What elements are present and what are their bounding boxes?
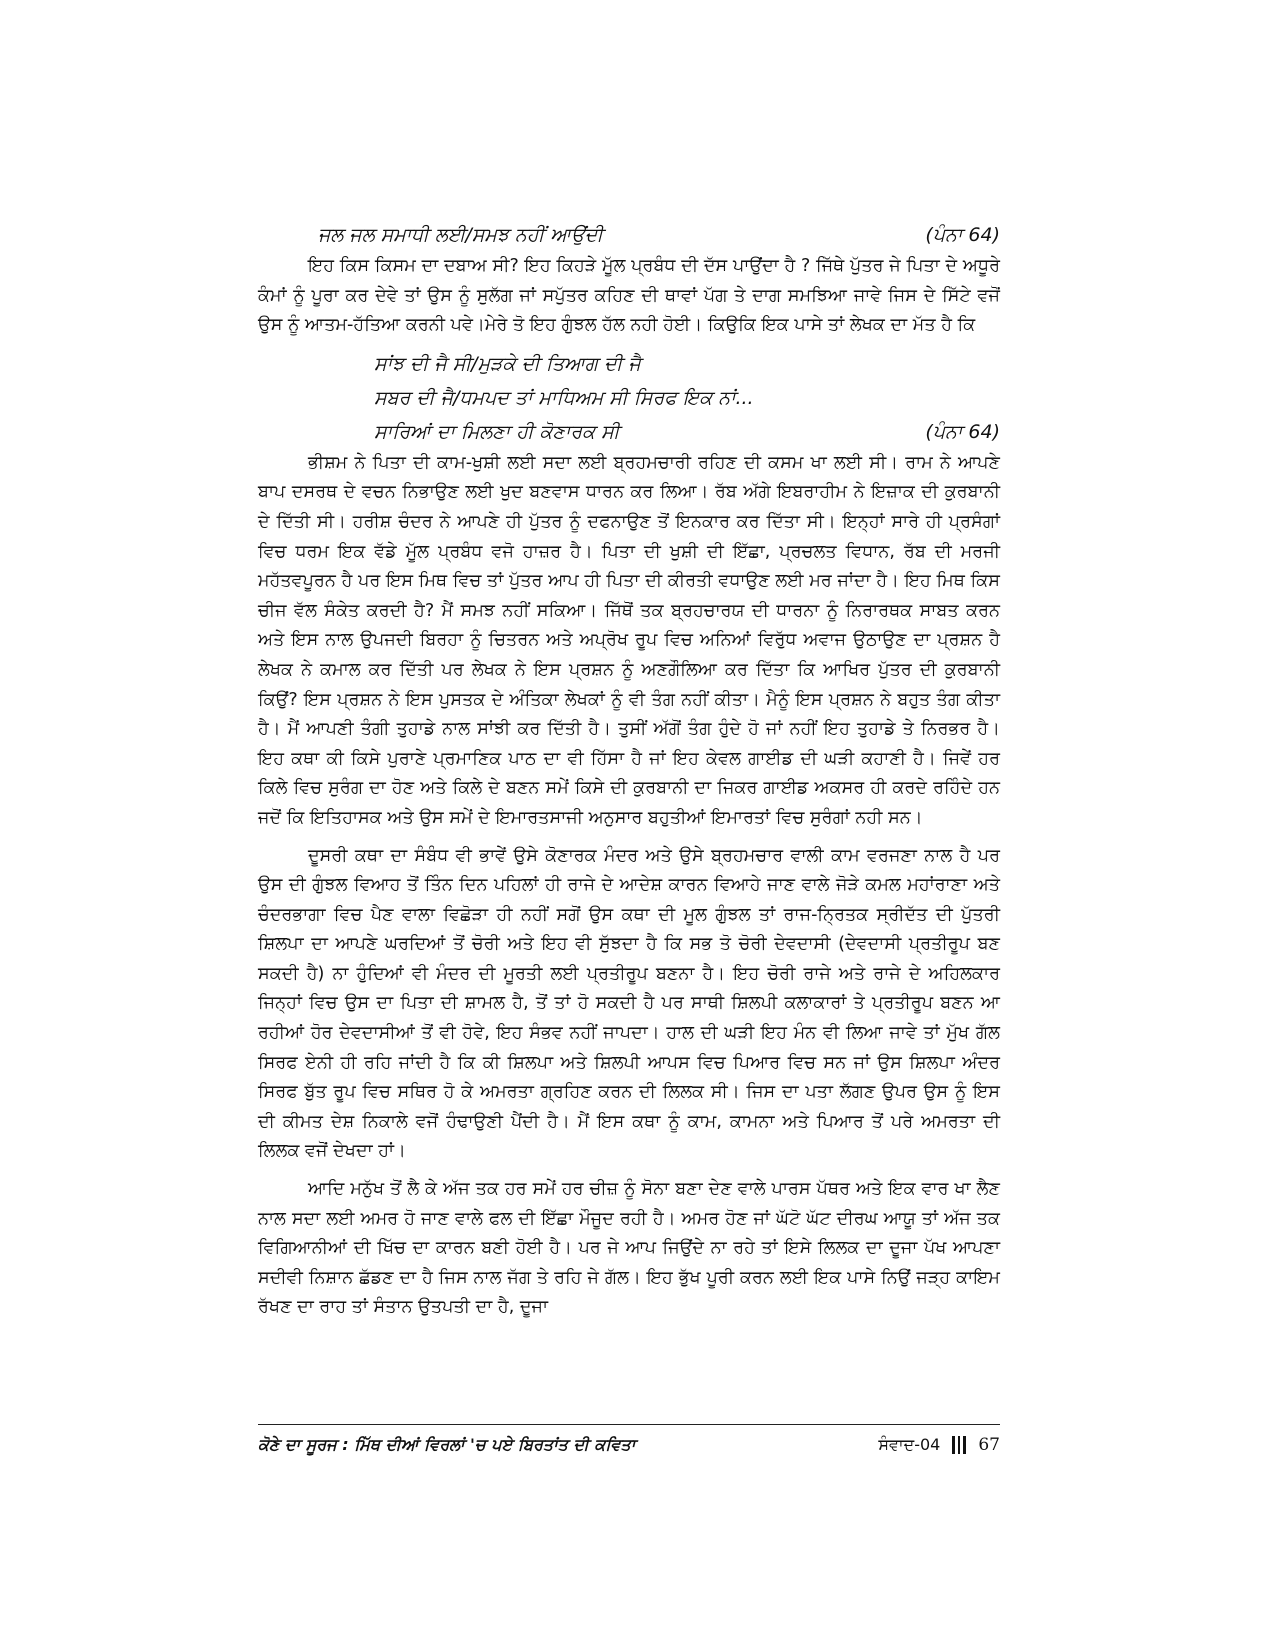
paragraph-1: ਇਹ ਕਿਸ ਕਿਸਮ ਦਾ ਦਬਾਅ ਸੀ? ਇਹ ਕਿਹੜੇ ਮੂੱਲ ਪ੍ਰਬੰਧ ਦੀ ਦੱਸ ਪਾਉਂਦਾ ਹੈ ? ਜਿੱਥੇ ਪੁੱਤਰ ਜੇ ਪਿਤਾ ਦੇ ਅਧੂਰੇ ਕੰਮਾਂ ਨੂੰ ਪੂਰਾ ਕਰ ਦੇਵੇ ਤਾਂ ਉਸ ਨੂੰ ਸੁਲੱਗ ਜਾਂ ਸਪੁੱਤਰ ਕਹਿਣ ਦੀ ਥਾਵਾਂ ਪੱਗ ਤੇ ਦਾਗ ਸਮਝਿਆ ਜਾਵੇ ਜਿਸ ਦੇ ਸਿੱਟੇ ਵਜੋਂ ਉਸ ਨੂੰ ਆਤਮ-ਹੱਤਿਆ ਕਰਨੀ ਪਵੇ।ਮੇਰੇ ਤੋ ਇਹ ਗੁੰਝਲ ਹੱਲ ਨਹੀ ਹੋਈ। ਕਿਉਕਿ ਇਕ ਪਾਸੇ ਤਾਂ ਲੇਖਕ ਦਾ ਮੱਤ ਹੈ ਕਿ <box>258 256 1000 336</box>
page-number: 67 <box>978 1435 1000 1455</box>
quoted-verse <box>258 347 1000 449</box>
journal-name: ਸੰਵਾਦ-04 <box>878 1435 941 1454</box>
article-body <box>258 218 1000 1323</box>
verse-heading <box>258 218 1000 252</box>
footer-article-title: ਕੋਣੇ ਦਾ ਸੂਰਜ : ਮਿੱਥ ਦੀਆਂ ਵਿਰਲਾਂ 'ਚ ਪਏ ਬਿਰਤਾਂਤ ਦੀ ਕਵਿਤਾ <box>258 1435 636 1454</box>
verse-line: ਜਲ ਜਲ ਸਮਾਧੀ ਲਈ/ਸਮਝ ਨਹੀਂ ਆਉਂਦੀ <box>318 224 603 246</box>
quote-line-3: ਸਾਰਿਆਂ ਦਾ ਮਿਲਣਾ ਹੀ ਕੋਣਾਰਕ ਸੀ <box>374 420 620 443</box>
quote-line-2: ਸਬਰ ਦੀ ਜੈ/ਧਮਪਦ ਤਾਂ ਮਾਧਿਅਮ ਸੀ ਸਿਰਫ ਇਕ ਨਾਂ... <box>374 386 754 409</box>
paragraph-2: ਭੀਸ਼ਮ ਨੇ ਪਿਤਾ ਦੀ ਕਾਮ-ਖੁਸ਼ੀ ਲਈ ਸਦਾ ਲਈ ਬ੍ਰਹਮਚਾਰੀ ਰਹਿਣ ਦੀ ਕਸਮ ਖਾ ਲਈ ਸੀ। ਰਾਮ ਨੇ ਆਪਣੇ ਬਾਪ ਦਸਰਥ ਦੇ ਵਚਨ ਨਿਭਾਉਣ ਲਈ ਖੁਦ ਬਣਵਾਸ ਧਾਰਨ ਕਰ ਲਿਆ। ਰੱਬ ਅੱਗੇ ਇਬਰਾਹੀਮ ਨੇ ਇਜ਼ਾਕ ਦੀ ਕੁਰਬਾਨੀ ਦੇ ਦਿੱਤੀ ਸੀ। ਹਰੀਸ਼ ਚੰਦਰ ਨੇ ਆਪਣੇ ਹੀ ਪੁੱਤਰ ਨੂੰ ਦਫਨਾਉਣ ਤੋਂ ਇਨਕਾਰ ਕਰ ਦਿੱਤਾ ਸੀ। ਇਨ੍ਹਾਂ ਸਾਰੇ ਹੀ ਪ੍ਰਸੰਗਾਂ ਵਿਚ ਧਰਮ ਇਕ ਵੱਡੇ ਮੂੱਲ ਪ੍ਰਬੰਧ ਵਜੋ ਹਾਜ਼ਰ ਹੈ। ਪਿਤਾ ਦੀ ਖੁਸ਼ੀ ਦੀ ਇੱਛਾ, ਪ੍ਰਚਲਤ ਵਿਧਾਨ, ਰੱਬ ਦੀ ਮਰਜੀ ਮਹੱਤਵਪੂਰਨ ਹੈ ਪਰ ਇਸ ਮਿਥ ਵਿਚ ਤਾਂ ਪੁੱਤਰ ਆਪ ਹੀ ਪਿਤਾ ਦੀ ਕੀਰਤੀ ਵਧਾਉਣ ਲਈ ਮਰ ਜਾਂਦਾ ਹੈ। ਇਹ ਮਿਥ ਕਿਸ ਚੀਜ ਵੱਲ ਸੰਕੇਤ ਕਰਦੀ ਹੈ? ਮੈਂ ਸਮਝ ਨਹੀਂ ਸਕਿਆ। ਜਿੱਥੋਂ ਤਕ ਬ੍ਰਹਚਾਰਯ ਦੀ ਧਾਰਨਾ ਨੂੰ ਨਿਰਾਰਥਕ ਸਾਬਤ ਕਰਨ ਅਤੇ ਇਸ ਨਾਲ ਉਪਜਦੀ ਬਿਰਹਾ ਨੂੰ ਚਿਤਰਨ ਅਤੇ ਅਪ੍ਰੋਖ ਰੂਪ ਵਿਚ ਅਨਿਆਂ ਵਿਰੁੱਧ ਅਵਾਜ ਉਠਾਉਣ ਦਾ ਪ੍ਰਸ਼ਨ ਹੈ ਲੇਖਕ ਨੇ ਕਮਾਲ ਕਰ ਦਿੱਤੀ ਪਰ ਲੇਖਕ ਨੇ ਇਸ ਪ੍ਰਸ਼ਨ ਨੂੰ ਅਣਗੌਲਿਆ ਕਰ ਦਿੱਤਾ ਕਿ ਆਖਿਰ ਪੁੱਤਰ ਦੀ ਕੁਰਬਾਨੀ ਕਿਉਂ? ਇਸ ਪ੍ਰਸ਼ਨ ਨੇ ਇਸ ਪੁਸਤਕ ਦੇ ਅੰਤਿਕਾ ਲੇਖਕਾਂ ਨੂੰ ਵੀ ਤੰਗ ਨਹੀਂ ਕੀਤਾ। ਮੈਨੂੰ ਇਸ ਪ੍ਰਸ਼ਨ ਨੇ ਬਹੁਤ ਤੰਗ ਕੀਤਾ ਹੈ। ਮੈਂ ਆਪਣੀ ਤੰਗੀ ਤੁਹਾਡੇ ਨਾਲ ਸਾਂਝੀ ਕਰ ਦਿੱਤੀ ਹੈ। ਤੁਸੀਂ ਅੱਗੋਂ ਤੰਗ ਹੁੰਦੇ ਹੋ ਜਾਂ ਨਹੀਂ ਇਹ ਤੁਹਾਡੇ ਤੇ ਨਿਰਭਰ ਹੈ। ਇਹ ਕਥਾ ਕੀ ਕਿਸੇ ਪੁਰਾਣੇ ਪ੍ਰਮਾਣਿਕ ਪਾਠ ਦਾ ਵੀ ਹਿੱਸਾ ਹੈ ਜਾਂ ਇਹ ਕੇਵਲ ਗਾਈਡ ਦੀ ਘੜੀ ਕਹਾਣੀ ਹੈ। ਜਿਵੇਂ ਹਰ ਕਿਲੇ ਵਿਚ ਸੁਰੰਗ ਦਾ ਹੋਣ ਅਤੇ ਕਿਲੇ ਦੇ ਬਣਨ ਸਮੇਂ ਕਿਸੇ ਦੀ ਕੁਰਬਾਨੀ ਦਾ ਜਿਕਰ ਗਾਈਡ ਅਕਸਰ ਹੀ ਕਰਦੇ ਰਹਿੰਦੇ ਹਨ ਜਦੋਂ ਕਿ ਇਤਿਹਾਸਕ ਅਤੇ ਉਸ ਸਮੇਂ ਦੇ ਇਮਾਰਤਸਾਜੀ ਅਨੁਸਾਰ ਬਹੁਤੀਆਂ ਇਮਾਰਤਾਂ ਵਿਚ ਸੁਰੰਗਾਂ ਨਹੀ ਸਨ। <box>258 452 1000 828</box>
paragraph-3: ਦੂਸਰੀ ਕਥਾ ਦਾ ਸੰਬੰਧ ਵੀ ਭਾਵੇਂ ਉਸੇ ਕੋਣਾਰਕ ਮੰਦਰ ਅਤੇ ਉਸੇ ਬ੍ਰਹਮਚਾਰ ਵਾਲੀ ਕਾਮ ਵਰਜਣਾ ਨਾਲ ਹੈ ਪਰ ਉਸ ਦੀ ਗੁੰਝਲ ਵਿਆਹ ਤੋਂ ਤਿੰਨ ਦਿਨ ਪਹਿਲਾਂ ਹੀ ਰਾਜੇ ਦੇ ਆਦੇਸ਼ ਕਾਰਨ ਵਿਆਹੇ ਜਾਣ ਵਾਲੇ ਜੋੜੇ ਕਮਲ ਮਹਾਂਰਾਣਾ ਅਤੇ ਚੰਦਰਭਾਗਾ ਵਿਚ ਪੈਣ ਵਾਲਾ ਵਿਛੋੜਾ ਹੀ ਨਹੀਂ ਸਗੋਂ ਉਸ ਕਥਾ ਦੀ ਮੂਲ ਗੁੰਝਲ ਤਾਂ ਰਾਜ-ਨ੍ਰਿਤਕ ਸ੍ਰੀਦੱਤ ਦੀ ਪੁੱਤਰੀ ਸ਼ਿਲਪਾ ਦਾ ਆਪਣੇ ਘਰਦਿਆਂ ਤੋਂ ਚੋਰੀ ਅਤੇ ਇਹ ਵੀ ਸੁੱਝਦਾ ਹੈ ਕਿ ਸਭ ਤੋ ਚੋਰੀ ਦੇਵਦਾਸੀ (ਦੇਵਦਾਸੀ ਪ੍ਰਤੀਰੂਪ ਬਣ ਸਕਦੀ ਹੈ) ਨਾ ਹੁੰਦਿਆਂ ਵੀ ਮੰਦਰ ਦੀ ਮੂਰਤੀ ਲਈ ਪ੍ਰਤੀਰੂਪ ਬਣਨਾ ਹੈ। ਇਹ ਚੋਰੀ ਰਾਜੇ ਅਤੇ ਰਾਜੇ ਦੇ ਅਹਿਲਕਾਰ ਜਿਨ੍ਹਾਂ ਵਿਚ ਉਸ ਦਾ ਪਿਤਾ ਦੀ ਸ਼ਾਮਲ ਹੈ, ਤੋਂ ਤਾਂ ਹੋ ਸਕਦੀ ਹੈ ਪਰ ਸਾਥੀ ਸ਼ਿਲਪੀ ਕਲਾਕਾਰਾਂ ਤੇ ਪ੍ਰਤੀਰੂਪ ਬਣਨ ਆ ਰਹੀਆਂ ਹੋਰ ਦੇਵਦਾਸੀਆਂ ਤੋਂ ਵੀ ਹੋਵੇ, ਇਹ ਸੰਭਵ ਨਹੀਂ ਜਾਪਦਾ। ਹਾਲ ਦੀ ਘੜੀ ਇਹ ਮੰਨ ਵੀ ਲਿਆ ਜਾਵੇ ਤਾਂ ਮੁੱਖ ਗੱਲ ਸਿਰਫ ਏਨੀ ਹੀ ਰਹਿ ਜਾਂਦੀ ਹੈ ਕਿ ਕੀ ਸ਼ਿਲਪਾ ਅਤੇ ਸ਼ਿਲਪੀ ਆਪਸ ਵਿਚ ਪਿਆਰ ਵਿਚ ਸਨ ਜਾਂ ਉਸ ਸ਼ਿਲਪਾ ਅੰਦਰ ਸਿਰਫ ਬੁੱਤ ਰੂਪ ਵਿਚ ਸਥਿਰ ਹੋ ਕੇ ਅਮਰਤਾ ਗ੍ਰਹਿਣ ਕਰਨ ਦੀ ਲਿਲਕ ਸੀ। ਜਿਸ ਦਾ ਪਤਾ ਲੱਗਣ ਉਪਰ ਉਸ ਨੂੰ ਇਸ ਦੀ ਕੀਮਤ ਦੇਸ਼ ਨਿਕਾਲੇ ਵਜੋਂ ਹੰਢਾਉਣੀ ਪੈਂਦੀ ਹੈ। ਮੈਂ ਇਸ ਕਥਾ ਨੂੰ ਕਾਮ, ਕਾਮਨਾ ਅਤੇ ਪਿਆਰ ਤੋਂ ਪਰੇ ਅਮਰਤਾ ਦੀ ਲਿਲਕ ਵਜੋਂ ਦੇਖਦਾ ਹਾਂ। <box>258 845 1000 1162</box>
footer-right <box>878 1435 1000 1455</box>
quote-page-reference: (ਪੰਨਾ 64) <box>925 420 1000 443</box>
paragraph-4: ਆਦਿ ਮਨੁੱਖ ਤੋਂ ਲੈ ਕੇ ਅੱਜ ਤਕ ਹਰ ਸਮੇਂ ਹਰ ਚੀਜ਼ ਨੂੰ ਸੋਨਾ ਬਣਾ ਦੇਣ ਵਾਲੇ ਪਾਰਸ ਪੱਥਰ ਅਤੇ ਇਕ ਵਾਰ ਖਾ ਲੈਣ ਨਾਲ ਸਦਾ ਲਈ ਅਮਰ ਹੋ ਜਾਣ ਵਾਲੇ ਫਲ ਦੀ ਇੱਛਾ ਮੌਜੂਦ ਰਹੀ ਹੈ। ਅਮਰ ਹੋਣ ਜਾਂ ਘੱਟੋ ਘੱਟ ਦੀਰਘ ਆਯੂ ਤਾਂ ਅੱਜ ਤਕ ਵਿਗਿਆਨੀਆਂ ਦੀ ਖਿੱਚ ਦਾ ਕਾਰਨ ਬਣੀ ਹੋਈ ਹੈ। ਪਰ ਜੇ ਆਪ ਜਿਉਂਦੇ ਨਾ ਰਹੇ ਤਾਂ ਇਸੇ ਲਿਲਕ ਦਾ ਦੂਜਾ ਪੱਖ ਆਪਣਾ ਸਦੀਵੀ ਨਿਸ਼ਾਨ ਛੱਡਣ ਦਾ ਹੈ ਜਿਸ ਨਾਲ ਜੱਗ ਤੇ ਰਹਿ ਜੇ ਗੱਲ। ਇਹ ਭੁੱਖ ਪੂਰੀ ਕਰਨ ਲਈ ਇਕ ਪਾਸੇ ਨਿਉਂ ਜੜ੍ਹ ਕਾਇਮ ਰੱਖਣ ਦਾ ਰਾਹ ਤਾਂ ਸੰਤਾਨ ਉਤਪਤੀ ਦਾ ਹੈ, ਦੂਜਾ <box>258 1179 1000 1318</box>
quote-line-1: ਸਾਂਝ ਦੀ ਜੈ ਸੀ/ਮੁੜਕੇ ਦੀ ਤਿਆਗ ਦੀ ਜੈ <box>374 352 641 375</box>
bars-icon <box>952 1436 966 1454</box>
page-footer <box>258 1424 1000 1455</box>
quote-line-3-row <box>374 415 1000 449</box>
page-reference: (ਪੰਨਾ 64) <box>925 224 1000 246</box>
